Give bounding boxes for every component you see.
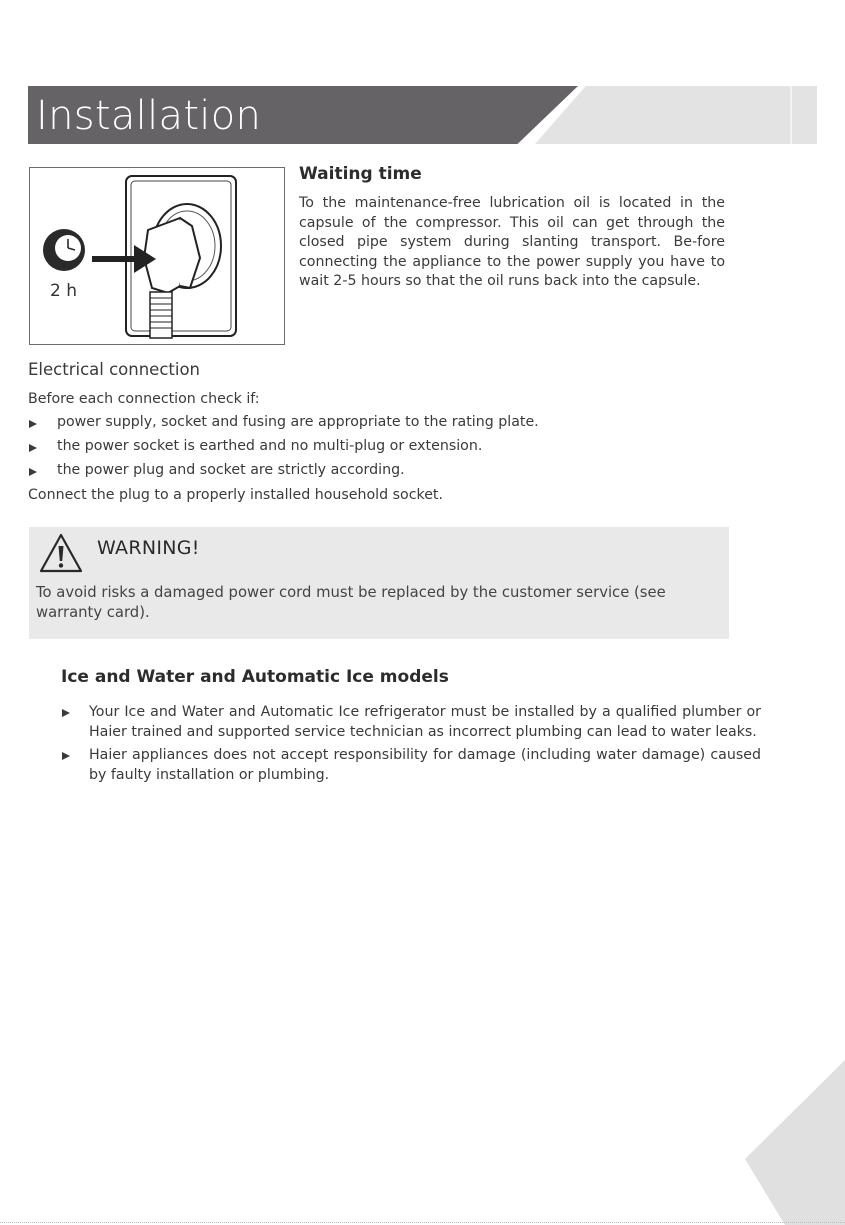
waiting-time-illustration: [29, 167, 285, 345]
page-corner-decoration: [745, 1060, 845, 1225]
header-banner-accent: [535, 86, 817, 144]
warning-body: To avoid risks a damaged power cord must be replaced by the customer service (see warranty card).: [36, 584, 666, 621]
electrical-checklist: [28, 414, 539, 486]
list-item: power supply, socket and fusing are appropriate to the rating plate.: [28, 414, 539, 438]
electrical-connection-heading: Electrical connection: [28, 360, 200, 379]
page-title: Installation: [36, 93, 262, 139]
bullet-arrow-icon: [62, 752, 70, 760]
ice-water-heading: Ice and Water and Automatic Ice models: [61, 667, 449, 687]
list-item: the power socket is earthed and no multi-plug or extension.: [28, 438, 539, 462]
list-item: Your Ice and Water and Automatic Ice refrigerator must be installed by a qualified plumber or Haier trained and supported service technician as incorrect plumbing can lead to water leaks.: [61, 703, 761, 742]
electrical-connection-intro: Before each connection check if:: [28, 391, 260, 407]
waiting-time-heading: Waiting time: [299, 164, 422, 184]
bullet-arrow-icon: [62, 709, 70, 717]
warning-icon: [38, 532, 84, 574]
ice-water-list: [61, 703, 761, 789]
waiting-time-body: To the maintenance-free lubrication oil is located in the capsule of the compressor. This oil can get through the closed pipe system during slanting transport. Be-fore connecting the appliance to the power supply you have to wait 2-5 hours so that the oil runs back into the capsule.: [299, 195, 725, 289]
list-item: Haier appliances does not accept responsibility for damage (including water damage) caused by faulty installation or plumbing.: [61, 746, 761, 785]
warning-title: WARNING!: [97, 537, 200, 559]
bullet-arrow-icon: [29, 444, 37, 452]
header-banner-divider: [790, 86, 792, 144]
bullet-arrow-icon: [29, 468, 37, 476]
page-bottom-rule: [0, 1222, 845, 1223]
bullet-arrow-icon: [29, 420, 37, 428]
electrical-connection-closing: Connect the plug to a properly installed household socket.: [28, 487, 444, 503]
clock-icon: [43, 229, 85, 271]
list-item: the power plug and socket are strictly according.: [28, 462, 539, 486]
illustration-time-label: 2 h: [50, 281, 77, 301]
plug-cable: [150, 292, 172, 338]
